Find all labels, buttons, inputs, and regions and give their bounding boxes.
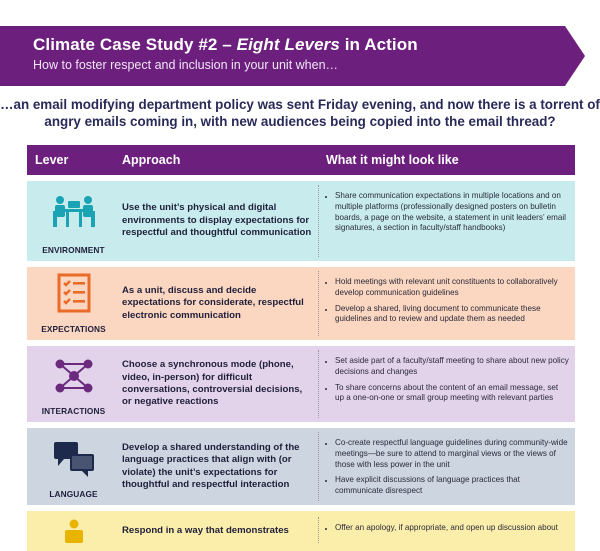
title-suffix: in Action [339,35,418,54]
table-row-partial [27,511,575,551]
speech-bubbles-icon [52,440,96,478]
lever-cell-language [27,428,120,505]
table-row-language [27,428,575,505]
lever-label: INTERACTIONS [41,406,106,416]
page-title [33,35,418,55]
scenario-question [0,96,600,130]
list-item: • Share communication expectations in multiple locations and on multiple platforms (professionally designed posters on bulletin boards, a page on the website, a statement in unit leaders’ email signatures, a section in faculty/staff handbooks) [335,191,569,234]
title-italic: Eight Levers [236,35,340,54]
approach-cell: Respond in a way that demonstrates [122,525,289,536]
table-header [27,145,575,175]
levers-table [27,145,575,551]
page-subtitle: How to foster respect and inclusion in your unit when… [33,58,339,72]
approach-cell: Use the unit’s physical and digital environments to display expectations for respectful and thoughtful communication [122,202,312,239]
list-item: • Have explicit discussions of language practices that communicate disrespect [335,475,569,497]
lever-cell-environment [27,181,120,261]
list-item: • To share concerns about the content of an email message, set up a one-on-one or small group meeting with relevant parties [335,383,569,405]
table-row-interactions [27,346,575,422]
person-icon [60,519,88,543]
list-item: • Hold meetings with relevant unit constituents to collaboratively develop communication guidelines [335,277,569,299]
checklist-icon [57,273,91,313]
lever-cell-expectations [27,267,120,340]
lever-label: ENVIRONMENT [42,245,105,255]
table-row-expectations [27,267,575,340]
header-approach: Approach [122,153,181,167]
title-banner [0,26,600,86]
header-lever: Lever [35,153,69,167]
table-row-environment [27,181,575,261]
approach-cell: As a unit, discuss and decide expectations for considerate, respectful electronic communication [122,284,304,321]
look-cell [318,432,575,501]
title-prefix: Climate Case Study #2 – [33,35,237,54]
look-cell [318,517,575,543]
lever-label: EXPECTATIONS [41,324,106,334]
header-look: What it might look like [326,153,459,167]
meeting-table-icon [51,195,97,229]
look-cell [318,185,575,257]
lever-label: LANGUAGE [49,489,98,499]
list-item: • Develop a shared, living document to communicate these guidelines and to review and update them as needed [335,304,569,326]
network-icon [52,356,96,396]
look-cell [318,271,575,336]
list-item: • Co-create respectful language guidelines during community-wide meetings—be sure to attend to marginal views or the views of those with less power in the unit [335,438,569,470]
approach-cell: Develop a shared understanding of the language practices that align with (or violate) the unit’s expectations for thoughtful and respectful interaction [122,441,300,490]
approach-cell: Choose a synchronous mode (phone, video, in-person) for difficult conversations, controversial decisions, or negative reactions [122,359,303,408]
lever-cell-interactions [27,346,120,422]
look-cell [318,350,575,418]
list-item: • Set aside part of a faculty/staff meeting to share about new policy decisions and changes [335,356,569,378]
scenario-line-2: angry emails coming in, with new audiences being copied into the email thread? [44,114,556,129]
scenario-line-1: …an email modifying department policy was sent Friday evening, and now there is a torrent of [0,97,600,112]
list-item: • Offer an apology, if appropriate, and open up discussion about [335,523,569,534]
